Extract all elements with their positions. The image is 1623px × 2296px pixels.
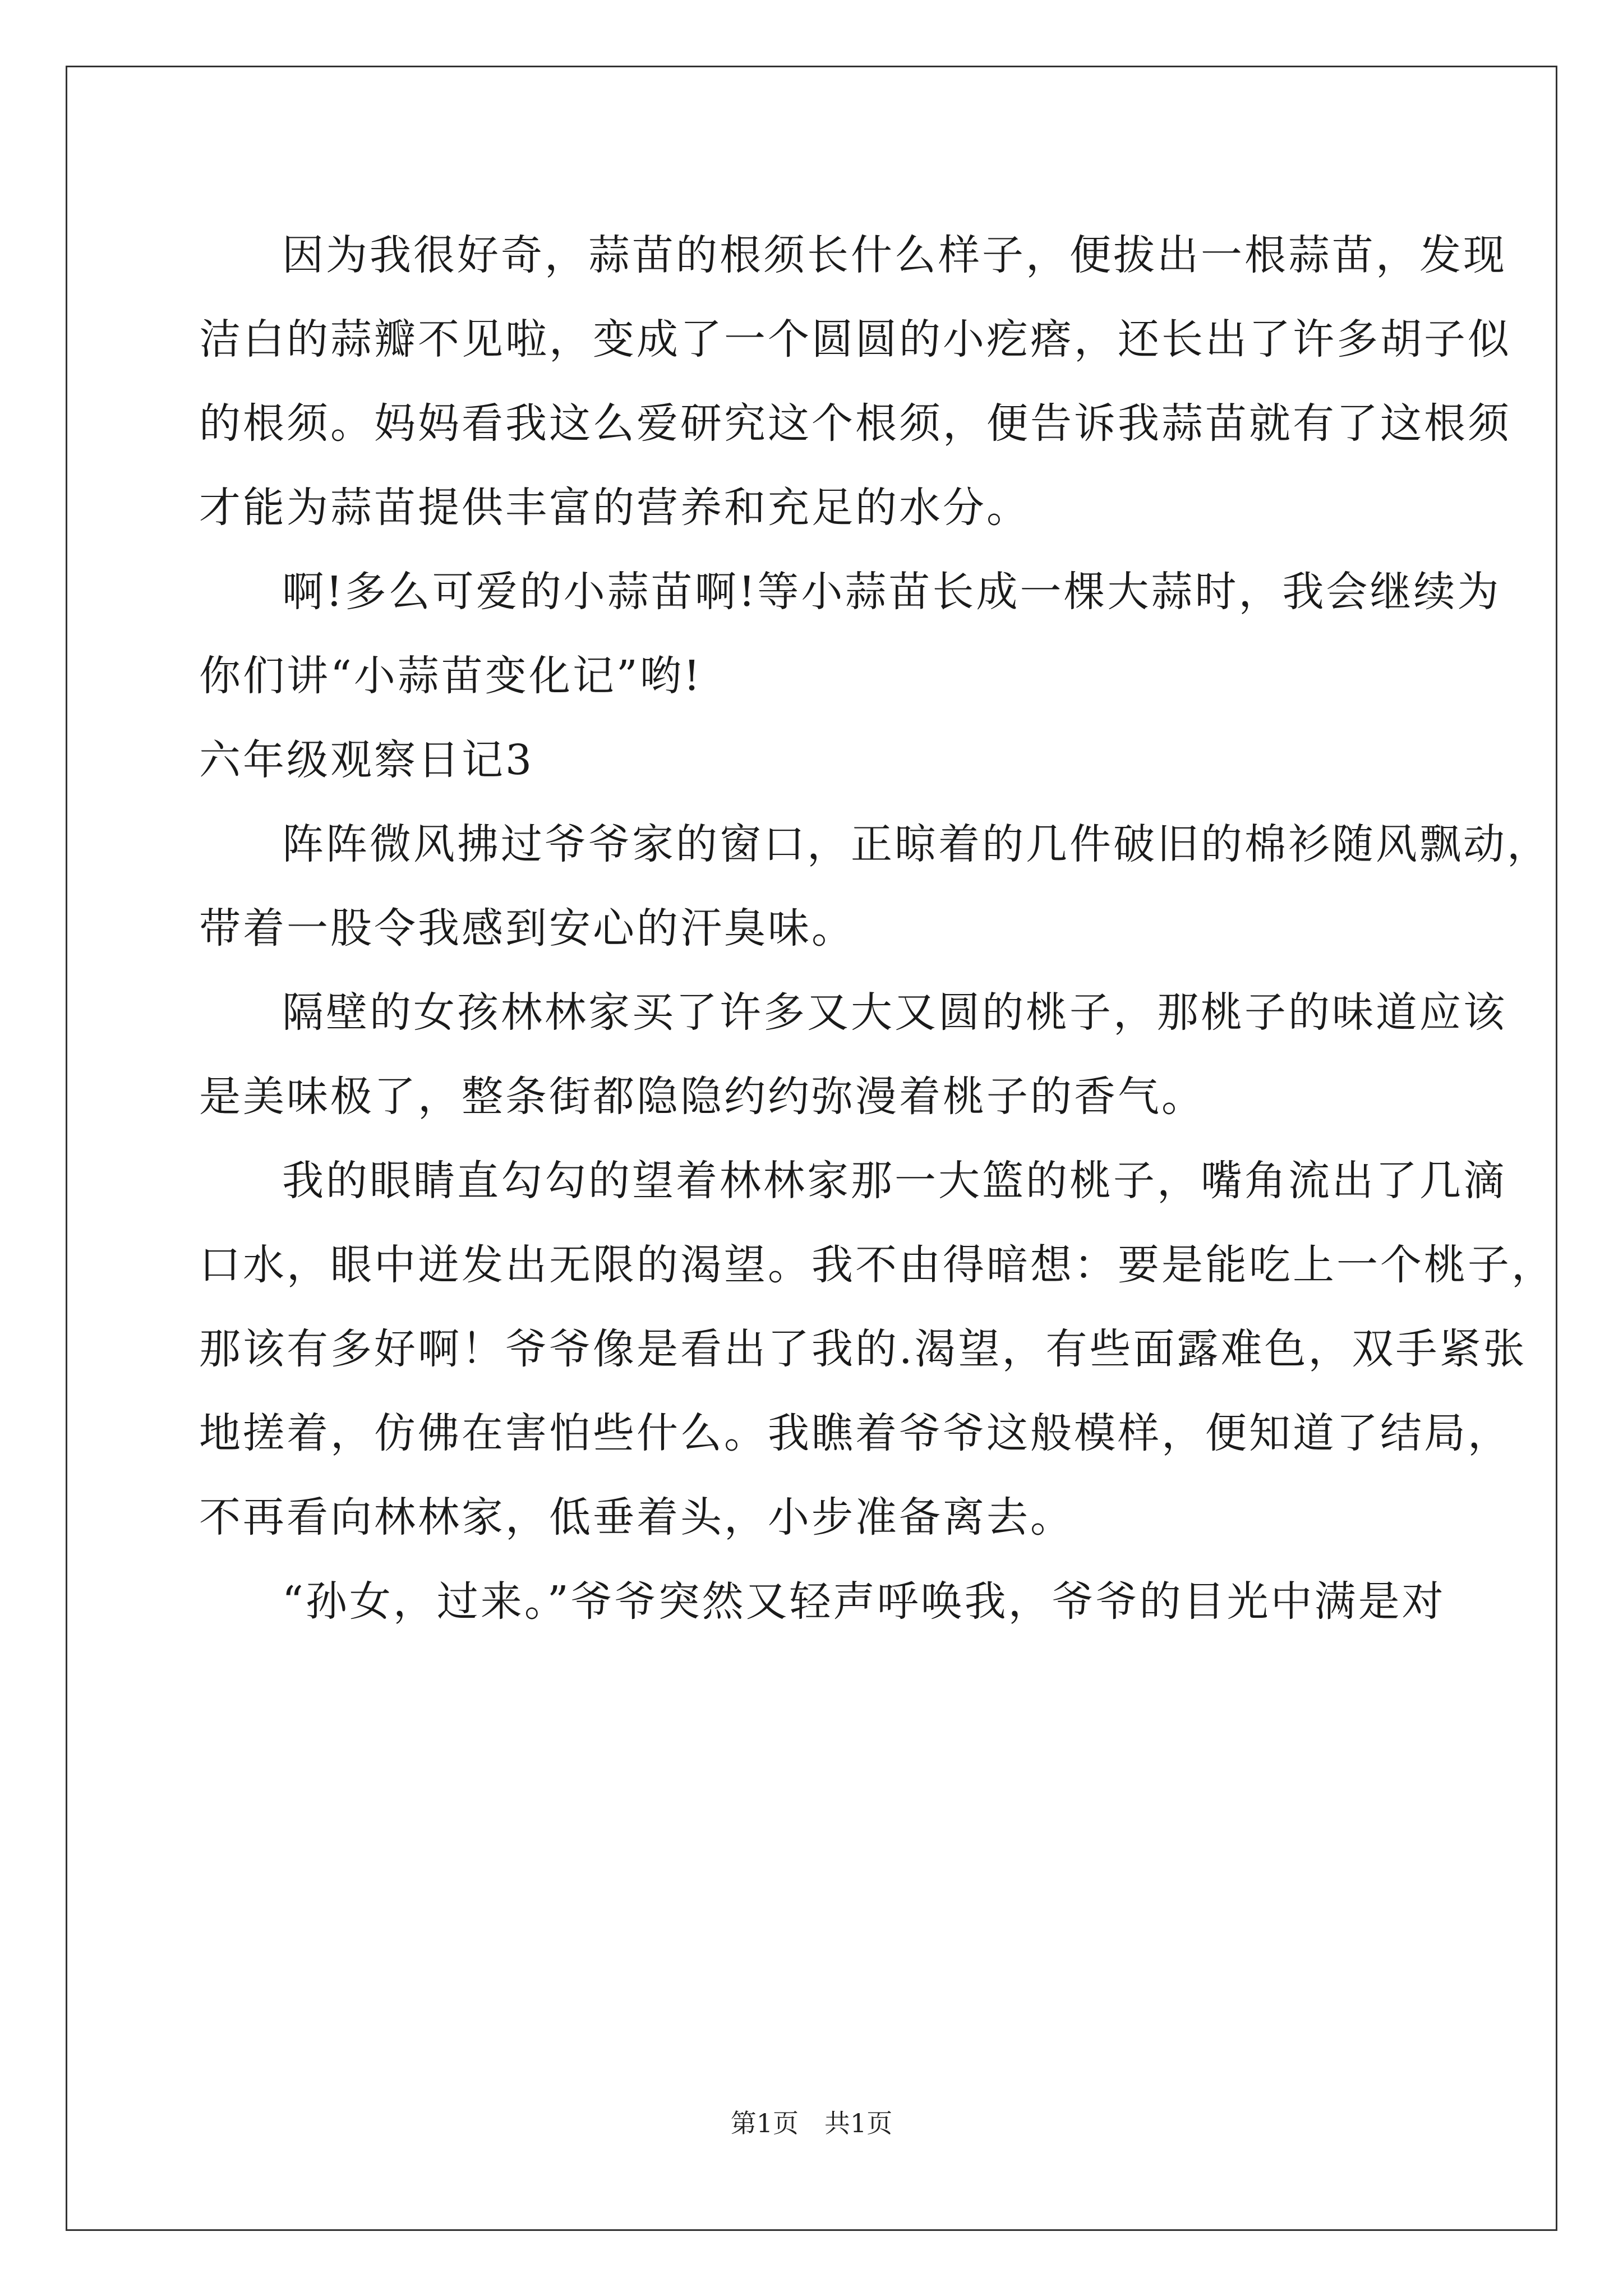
text-line: 地搓着，仿佛在害怕些什么。我瞧着爷爷这般模样，便知道了结局， xyxy=(199,1409,1511,1457)
text-line: 带着一股令我感到安心的汗臭味。 xyxy=(199,904,855,953)
text-line: 阵阵微风拂过爷爷家的窗口，正晾着的几件破旧的棉衫随风飘动， xyxy=(282,820,1551,868)
text-line: 的根须。妈妈看我这么爱研究这个根须，便告诉我蒜苗就有了这根须 xyxy=(199,399,1511,448)
text-line: 不再看向林林家，低垂着头，小步准备离去。 xyxy=(199,1493,1074,1542)
text-line: 我的眼睛直勾勾的望着林林家那一大篮的桃子，嘴角流出了几滴 xyxy=(282,1157,1507,1205)
text-line: “孙女，过来。”爷爷突然又轻声呼唤我，爷爷的目光中满是对 xyxy=(282,1577,1446,1626)
text-line: 你们讲“小蒜苗变化记”哟! xyxy=(199,652,703,700)
text-line: 啊!多么可爱的小蒜苗啊!等小蒜苗长成一棵大蒜时，我会继续为 xyxy=(282,568,1501,616)
text-line: 是美味极了，整条街都隐隐约约弥漫着桃子的香气。 xyxy=(199,1073,1205,1121)
text-line: 隔壁的女孩林林家买了许多又大又圆的桃子，那桃子的味道应该 xyxy=(282,988,1507,1037)
text-line: 才能为蒜苗提供丰富的营养和充足的水分。 xyxy=(199,484,1030,532)
text-line: 口水，眼中迸发出无限的渴望。我不由得暗想：要是能吃上一个桃子， xyxy=(199,1241,1555,1289)
page-footer: 第1页 共1页 xyxy=(730,2108,893,2138)
text-line: 那该有多好啊！爷爷像是看出了我的.渴望，有些面露难色，双手紧张 xyxy=(199,1325,1527,1373)
section-heading: 六年级观察日记3 xyxy=(199,736,534,784)
text-line: 洁白的蒜瓣不见啦，变成了一个圆圆的小疙瘩，还长出了许多胡子似 xyxy=(199,315,1511,364)
text-line: 因为我很好奇，蒜苗的根须长什么样子，便拔出一根蒜苗，发现 xyxy=(282,231,1507,279)
